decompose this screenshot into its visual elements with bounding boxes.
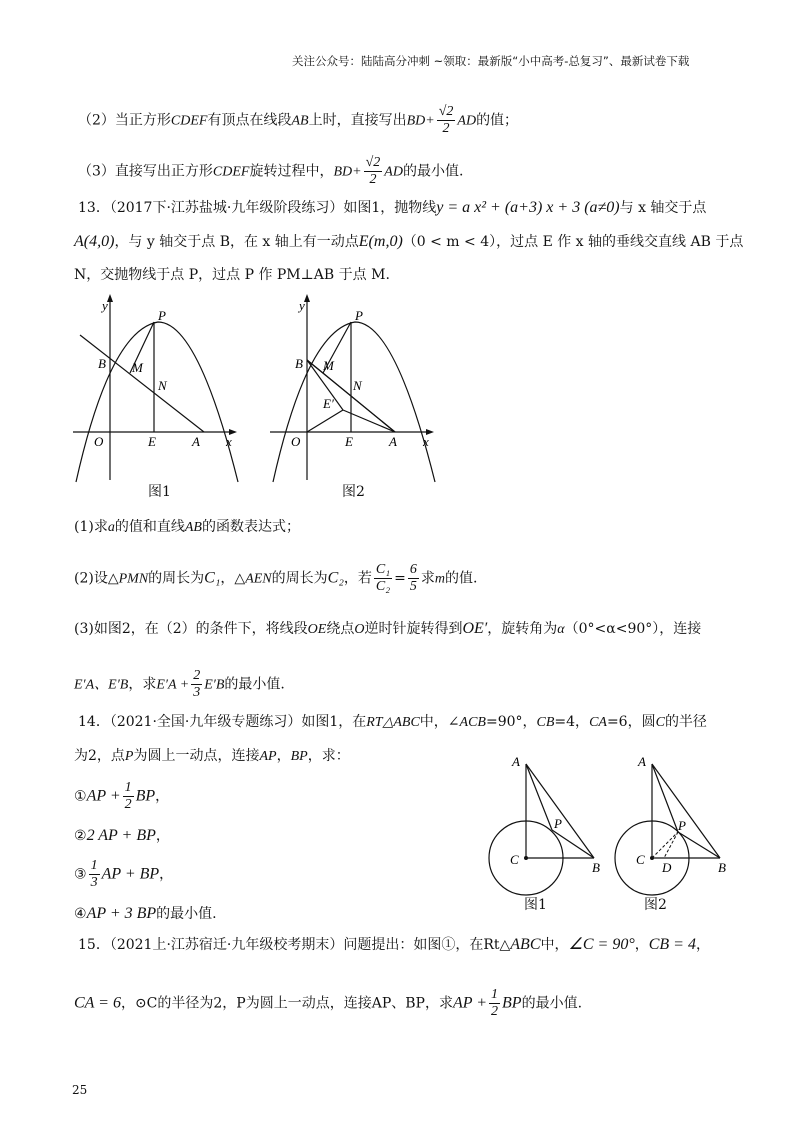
label-x: x: [226, 434, 232, 449]
text: RT△ABC: [366, 715, 420, 730]
text: AP +: [86, 787, 121, 805]
segment-bp: [678, 832, 720, 858]
label-b: B: [592, 860, 600, 875]
text: OE′: [462, 620, 488, 637]
label-a: A: [638, 754, 646, 769]
text: ACB: [459, 715, 486, 730]
q13-sub3-cont: [74, 668, 285, 701]
text: ，旋转角为: [487, 621, 558, 637]
text: AD: [384, 164, 403, 180]
text: 绕点: [326, 621, 355, 637]
numerator: C₁: [375, 562, 391, 577]
q12-part2: [78, 104, 518, 137]
text: 14．（2021·全国·九年级专题练习）如图1，在: [78, 714, 367, 730]
y-axis-arrow: [304, 294, 310, 302]
text: AD: [457, 113, 477, 129]
text: PMN: [118, 571, 149, 587]
text: AB: [184, 520, 202, 535]
text: ，: [276, 748, 291, 764]
text: 的半径: [664, 714, 707, 730]
text: (3)如图2，在（2）的条件下，将线段: [74, 621, 308, 637]
q15-line2: [74, 987, 582, 1020]
fraction: [374, 562, 392, 595]
text: ，: [634, 937, 649, 953]
fraction: [408, 562, 419, 595]
numerator: 1: [90, 858, 98, 873]
q13-line2: [74, 232, 743, 252]
text: ∠C = 90°: [568, 936, 635, 953]
text: ，: [159, 866, 174, 883]
text: 求: [420, 570, 435, 587]
text: CDEF: [212, 164, 250, 180]
text: BD+: [406, 113, 435, 129]
text: ，: [155, 788, 170, 805]
text: ，若: [343, 570, 372, 587]
center-dot: [524, 856, 528, 860]
label-b: B: [295, 356, 303, 371]
numerator: 1: [124, 780, 132, 795]
text: 中，: [540, 937, 569, 953]
segment-bp: [552, 830, 594, 858]
label-b: B: [98, 356, 106, 371]
text: CA: [589, 715, 607, 730]
text: =4，: [554, 714, 590, 730]
text: ，: [155, 828, 170, 844]
text: 的最小值.: [224, 676, 285, 693]
text: BP: [290, 749, 308, 764]
text: 逆时针旋转得到: [364, 621, 463, 637]
numerator: 6: [409, 562, 417, 577]
point: A(4,0): [74, 233, 115, 250]
denominator: 2: [369, 172, 377, 187]
text: E′A、E′B: [74, 677, 129, 693]
text: 的值；: [476, 112, 519, 129]
denominator: C₂: [375, 579, 391, 594]
label-a: A: [512, 754, 520, 769]
parabola: [273, 322, 435, 482]
text: 的最小值.: [156, 906, 217, 922]
q13-line1: [78, 198, 706, 218]
text: P: [124, 749, 134, 764]
label-e-prime: E′: [323, 396, 334, 411]
q14-line1: [78, 712, 707, 733]
text: （0°<α<90°），连接: [564, 621, 702, 637]
text: 的周长为: [148, 570, 205, 587]
item-mark: ③: [74, 866, 87, 883]
q14-figure1: [482, 750, 612, 920]
q13-sub1: [74, 517, 300, 538]
text: 2 AP + BP: [86, 827, 156, 844]
text: ABC: [510, 936, 541, 953]
q14-line2: [74, 746, 350, 767]
label-c: C: [510, 852, 519, 867]
q13-line3: N，交抛物线于点 P，过点 P 作 PM⊥AB 于点 M.: [74, 267, 390, 283]
text: BP: [502, 994, 522, 1012]
label-n: N: [158, 378, 167, 393]
label-c: C: [636, 852, 645, 867]
q13-fig2-caption: 图2: [342, 484, 365, 500]
q13-fig1-caption: 图1: [148, 484, 171, 500]
text: C₁: [204, 569, 221, 587]
text: AEN: [245, 571, 272, 587]
q14-item-1: [74, 780, 169, 813]
text: C₂: [327, 569, 344, 587]
q13-sub2: [74, 562, 477, 595]
numerator: 2: [193, 668, 201, 683]
text: （3）直接写出正方形: [78, 163, 213, 180]
label-d: D: [662, 860, 672, 875]
text: CA = 6: [74, 994, 121, 1012]
fraction: [123, 780, 134, 813]
text: E′A +: [156, 677, 190, 693]
line-oe2: [307, 410, 343, 432]
q14-figure2: [612, 750, 742, 920]
denominator: 2: [124, 797, 132, 812]
q14-fig1-caption: 图1: [524, 897, 547, 913]
text: ，⊙C的半径为2，P为圆上一动点，连接AP、BP，求: [120, 995, 453, 1012]
text: =6，圆: [606, 714, 656, 730]
q12-part3: [78, 155, 463, 188]
label-m: M: [323, 358, 334, 373]
denominator: 2: [442, 121, 450, 136]
q14-item-3: [74, 858, 173, 891]
center-dot: [650, 856, 654, 860]
text: 的值.: [444, 570, 478, 587]
label-y: y: [102, 298, 108, 313]
text: m: [434, 571, 445, 587]
text: (1)求: [74, 519, 108, 535]
q13-sub3: [74, 619, 701, 640]
label-p: P: [158, 308, 166, 323]
label-y: y: [299, 298, 305, 313]
text: 旋转过程中，: [249, 163, 334, 180]
q14-fig2-caption: 图2: [644, 897, 667, 913]
text: AP +: [452, 994, 488, 1012]
text: 上时，直接写出: [308, 112, 407, 129]
text: 的最小值.: [402, 163, 464, 180]
text: 的值和直线: [114, 519, 185, 535]
text: ，△: [220, 570, 246, 587]
q13-figure2: [265, 290, 445, 490]
text: 为圆上一动点，连接: [133, 748, 260, 764]
page-header: 关注公众号：陆陆高分冲刺 ~领取：最新版“小中高考-总复习”、最新试卷下载: [292, 54, 690, 68]
text: 中，∠: [419, 714, 460, 730]
label-n: N: [353, 378, 362, 393]
q13-figure1: [68, 290, 248, 490]
text: C: [655, 715, 665, 730]
label-p: P: [355, 308, 363, 323]
text: AP + BP: [101, 865, 160, 883]
text: CB: [536, 715, 555, 730]
label-x: x: [423, 434, 429, 449]
q15-line1: [78, 935, 710, 955]
text: 与 x 轴交于点: [619, 200, 707, 216]
text: a: [107, 520, 115, 535]
text: =90°，: [485, 714, 537, 730]
segment-pd-dashed: [664, 832, 678, 858]
fraction: [364, 155, 383, 188]
label-a: A: [192, 434, 200, 449]
text: （2）当正方形: [78, 112, 171, 129]
denominator: 2: [491, 1004, 499, 1019]
text: (2)设△: [74, 570, 119, 587]
item-mark: ①: [74, 788, 87, 805]
label-o: O: [94, 434, 104, 449]
text: ，: [695, 937, 710, 953]
page-number: 25: [72, 1083, 88, 1097]
text: （0 < m < 4），过点 E 作 x 轴的垂线交直线 AB 于点: [402, 234, 744, 250]
numerator: √2: [438, 104, 454, 119]
text: OE: [307, 622, 327, 637]
denominator: 3: [90, 875, 98, 890]
text: ，与 y 轴交于点 B，在 x 轴上有一动点: [114, 234, 359, 250]
text: 13．（2017下·江苏盐城·九年级阶段练习）如图1，抛物线: [78, 200, 437, 216]
text: CDEF: [170, 113, 208, 129]
item-mark: ②: [74, 828, 87, 844]
text: BP: [135, 787, 156, 805]
equation: y = a x² + (a+3) x + 3 (a≠0): [436, 199, 620, 216]
text: ，求: [128, 676, 157, 693]
text: =: [394, 570, 406, 587]
text: 的周长为: [271, 570, 328, 587]
label-m: M: [132, 360, 143, 375]
label-p: P: [678, 818, 686, 833]
text: O: [354, 622, 365, 637]
denominator: 3: [193, 685, 201, 700]
q14-item-4: [74, 904, 217, 924]
item-mark: ④: [74, 906, 87, 922]
numerator: √2: [365, 155, 381, 170]
denominator: 5: [409, 579, 417, 594]
segment-ap: [526, 764, 552, 830]
text: 有顶点在线段: [207, 112, 292, 129]
fraction: [89, 858, 100, 891]
text: 的函数表达式；: [201, 519, 300, 535]
text: AP + 3 BP: [86, 905, 157, 922]
text: E′B: [204, 677, 225, 693]
y-axis-arrow: [107, 294, 113, 302]
q14-item-2: [74, 826, 170, 846]
text: BD+: [333, 164, 362, 180]
point: E(m,0): [358, 233, 403, 250]
text: 为2，点: [74, 748, 125, 764]
text: 的最小值.: [521, 995, 583, 1012]
label-o: O: [291, 434, 301, 449]
numerator: 1: [491, 987, 499, 1002]
text: CB = 4: [648, 936, 696, 953]
text: ，求：: [307, 748, 350, 764]
segment-cp-dashed: [652, 832, 678, 858]
fraction: [191, 668, 202, 701]
label-a: A: [389, 434, 397, 449]
text: AP: [259, 749, 277, 764]
fraction: [489, 987, 500, 1020]
parabola: [76, 322, 238, 482]
line-ab: [80, 335, 204, 432]
text: AB: [291, 113, 309, 129]
label-e: E: [345, 434, 353, 449]
fraction: [437, 104, 456, 137]
label-b: B: [718, 860, 726, 875]
text: α: [557, 622, 565, 637]
label-e: E: [148, 434, 156, 449]
label-p: P: [554, 816, 562, 831]
text: 15．（2021上·江苏宿迁·九年级校考期末）问题提出：如图①，在Rt△: [78, 937, 511, 953]
